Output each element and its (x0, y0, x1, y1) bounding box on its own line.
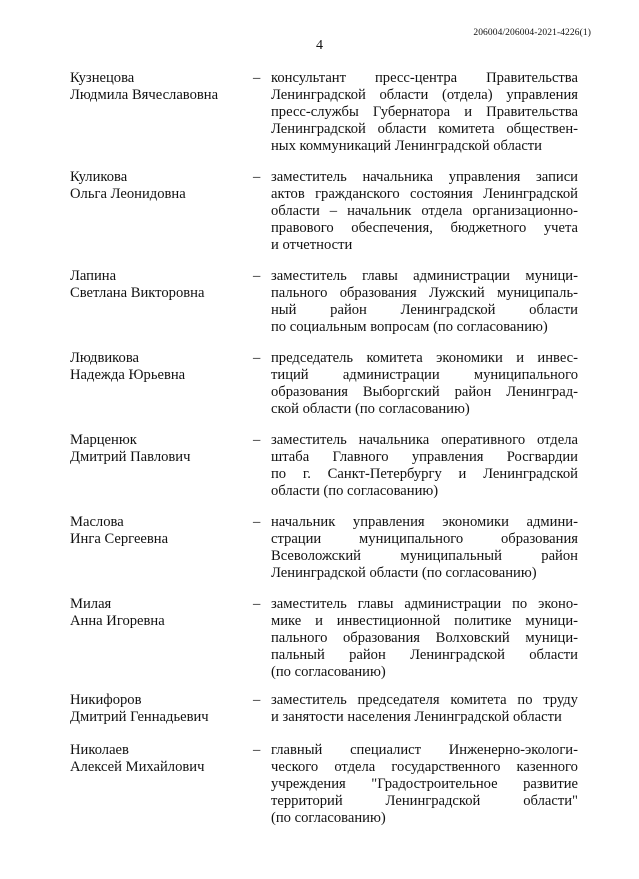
position-line: тиций администрации муниципального (271, 367, 578, 383)
member-surname: Куликова (70, 169, 128, 185)
member-given-names: Надежда Юрьевна (70, 367, 186, 383)
position-line: области (по согласованию) (271, 483, 439, 499)
member-given-names: Светлана Викторовна (70, 285, 205, 301)
position-line: образования Выборгский район Ленинград- (271, 384, 578, 400)
position-line: актов гражданского состояния Ленинградской (271, 186, 578, 202)
position-line: по г. Санкт-Петербургу и Ленинградской (271, 466, 578, 482)
position-line: ческого отдела государственного казенного (271, 759, 578, 775)
position-line: Всеволожский муниципальный район (271, 548, 578, 564)
member-surname: Людвикова (70, 350, 140, 366)
member-position (271, 432, 578, 500)
document-id: 206004/206004-2021-4226(1) (473, 28, 591, 38)
member-position (271, 514, 578, 582)
member-name (70, 514, 245, 548)
member-surname: Лапина (70, 268, 117, 284)
position-line: ный район Ленинградской области (271, 302, 578, 318)
member-given-names: Дмитрий Геннадьевич (70, 709, 209, 725)
entry-dash: – (253, 742, 261, 758)
position-line: заместитель главы администрации муници- (271, 268, 578, 284)
member-position (271, 596, 578, 681)
position-line: заместитель начальника оперативного отдела (271, 432, 578, 448)
member-surname: Кузнецова (70, 70, 135, 86)
position-line: и отчетности (271, 237, 353, 253)
position-line: пальный район Ленинградской области (271, 647, 578, 663)
member-given-names: Анна Игоревна (70, 613, 165, 629)
position-line: заместитель начальника управления записи (271, 169, 578, 185)
member-surname: Николаев (70, 742, 129, 758)
member-position (271, 350, 578, 418)
position-line: территорий Ленинградской области" (271, 793, 578, 809)
position-line: штаба Главного управления Росгвардии (271, 449, 578, 465)
position-line: начальник управления экономики админи- (271, 514, 578, 530)
position-line: заместитель председателя комитета по труду (271, 692, 578, 708)
member-given-names: Инга Сергеевна (70, 531, 169, 547)
member-surname: Никифоров (70, 692, 142, 708)
position-line: Ленинградской области комитета обществен- (271, 121, 578, 137)
entry-dash: – (253, 350, 261, 366)
position-line: (по согласованию) (271, 664, 386, 680)
member-position (271, 70, 578, 155)
entry-dash: – (253, 268, 261, 284)
member-name (70, 268, 245, 302)
position-line: учреждения "Градостроительное развитие (271, 776, 578, 792)
position-line: главный специалист Инженерно-экологи- (271, 742, 578, 758)
entry-dash: – (253, 432, 261, 448)
member-name (70, 350, 245, 384)
member-surname: Милая (70, 596, 112, 612)
member-position (271, 742, 578, 827)
position-line: и занятости населения Ленинградской области (271, 709, 562, 725)
entry-dash: – (253, 692, 261, 708)
position-line: по социальным вопросам (по согласованию) (271, 319, 548, 335)
position-line: мике и инвестиционной политике муници- (271, 613, 578, 629)
member-surname: Маслова (70, 514, 124, 530)
position-line: пального образования Волховский муници- (271, 630, 578, 646)
position-line: (по согласованию) (271, 810, 386, 826)
position-line: области – начальник отдела организационно- (271, 203, 578, 219)
entry-dash: – (253, 514, 261, 530)
position-line: правового обеспечения, бюджетного учета (271, 220, 578, 236)
member-name (70, 692, 245, 726)
position-line: председатель комитета экономики и инвес- (271, 350, 578, 366)
position-line: ных коммуникаций Ленинградской области (271, 138, 542, 154)
member-given-names: Ольга Леонидовна (70, 186, 186, 202)
position-line: консультант пресс-центра Правительства (271, 70, 578, 86)
position-line: страции муниципального образования (271, 531, 578, 547)
member-position (271, 268, 578, 336)
position-line: Ленинградской области (отдела) управления (271, 87, 578, 103)
member-given-names: Алексей Михайлович (70, 759, 205, 775)
position-line: ской области (по согласованию) (271, 401, 470, 417)
member-surname: Марценюк (70, 432, 137, 448)
position-line: Ленинградской области (по согласованию) (271, 565, 537, 581)
member-given-names: Дмитрий Павлович (70, 449, 191, 465)
entry-dash: – (253, 70, 261, 86)
member-given-names: Людмила Вячеславовна (70, 87, 219, 103)
position-line: пального образования Лужский муниципаль- (271, 285, 578, 301)
member-name (70, 596, 245, 630)
member-position (271, 692, 578, 726)
member-position (271, 169, 578, 254)
member-name (70, 432, 245, 466)
entry-dash: – (253, 169, 261, 185)
entry-dash: – (253, 596, 261, 612)
member-name (70, 70, 245, 104)
member-name (70, 742, 245, 776)
page-number: 4 (316, 38, 323, 53)
position-line: заместитель главы администрации по эконо- (271, 596, 578, 612)
member-name (70, 169, 245, 203)
position-line: пресс-службы Губернатора и Правительства (271, 104, 578, 120)
